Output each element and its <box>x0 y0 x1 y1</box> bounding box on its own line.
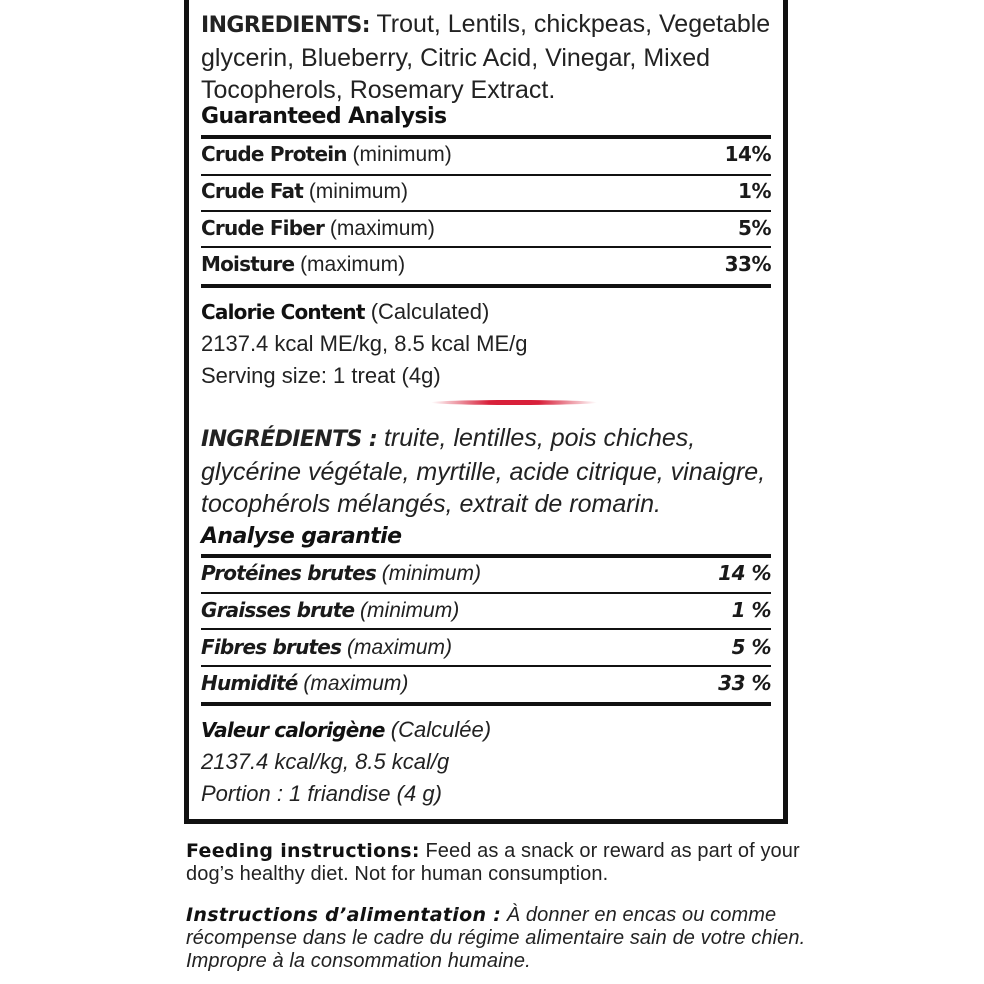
row-name: Protéines brutes <box>201 561 376 585</box>
red-divider <box>431 400 597 405</box>
row-divider <box>201 628 771 630</box>
nutrition-panel <box>184 0 788 824</box>
row-qualifier: (minimum) <box>302 180 408 203</box>
row-qualifier: (minimum) <box>375 562 481 585</box>
analysis-row-protein-fr <box>201 561 771 595</box>
row-name: Humidité <box>201 671 298 695</box>
feeding-fr-label: Instructions d’alimentation : <box>186 904 502 926</box>
row-qualifier: (maximum) <box>297 672 409 695</box>
row-qualifier: (minimum) <box>354 599 460 622</box>
row-divider <box>201 246 771 248</box>
calorie-qualifier: (Calculée) <box>384 717 492 742</box>
calorie-block-en <box>201 296 528 392</box>
analysis-row-fat-fr <box>201 598 771 632</box>
ingredients-en-label: INGREDIENTS: <box>201 13 370 38</box>
row-name: Fibres brutes <box>201 635 342 659</box>
row-value: 1% <box>738 179 771 203</box>
analysis-row-moisture-en <box>201 252 771 286</box>
row-value: 5 % <box>731 635 771 659</box>
row-divider <box>201 665 771 667</box>
calorie-values: 2137.4 kcal ME/kg, 8.5 kcal ME/g <box>201 331 528 356</box>
row-value: 1 % <box>731 598 771 622</box>
calorie-block-fr <box>201 714 491 810</box>
analysis-end-rule-en <box>201 284 771 288</box>
analysis-title-en: Guaranteed Analysis <box>201 104 447 129</box>
row-divider <box>201 592 771 594</box>
calorie-qualifier: (Calculated) <box>364 299 490 324</box>
row-value: 33 % <box>718 671 771 695</box>
row-name: Crude Fiber <box>201 216 325 240</box>
ingredients-en-text: Trout, Lentils, chickpeas, Vegetable glycerin, Blueberry, Citric Acid, Vinegar, Mixed Tocopherols, Rosemary Extract. <box>201 10 771 104</box>
row-name: Crude Fat <box>201 179 303 203</box>
ingredients-fr <box>201 422 781 520</box>
analysis-title-fr: Analyse garantie <box>201 524 402 549</box>
analysis-rule-fr <box>201 554 771 558</box>
feeding-en-label: Feeding instructions: <box>186 840 420 862</box>
analysis-row-fiber-en <box>201 216 771 250</box>
feeding-fr-text: À donner en encas ou comme récompense dans le cadre du régime alimentaire sain de votre chien. Impropre à la consommation humaine. <box>186 904 806 972</box>
feeding-instructions-fr <box>186 904 806 973</box>
analysis-row-moisture-fr <box>201 671 771 705</box>
ingredients-fr-label: INGRÉDIENTS : <box>201 427 378 452</box>
row-qualifier: (maximum) <box>294 253 406 276</box>
ingredients-fr-text: truite, lentilles, pois chiches, glycérine végétale, myrtille, acide citrique, vinaigre, tocophérols mélangés, extrait de romarin. <box>201 424 766 518</box>
row-name: Graisses brute <box>201 598 355 622</box>
analysis-row-protein-en <box>201 142 771 176</box>
row-value: 14% <box>724 142 771 166</box>
calorie-label: Calorie Content <box>201 300 365 324</box>
row-divider <box>201 210 771 212</box>
row-value: 14 % <box>718 561 771 585</box>
analysis-rule-en <box>201 135 771 139</box>
row-name: Moisture <box>201 252 295 276</box>
analysis-row-fiber-fr <box>201 635 771 669</box>
row-qualifier: (maximum) <box>341 636 453 659</box>
analysis-end-rule-fr <box>201 702 771 706</box>
calorie-label: Valeur calorigène <box>201 718 385 742</box>
row-name: Crude Protein <box>201 142 347 166</box>
row-value: 5% <box>738 216 771 240</box>
ingredients-en <box>201 8 781 106</box>
analysis-row-fat-en <box>201 179 771 213</box>
feeding-instructions-en <box>186 840 806 886</box>
serving-size: Serving size: 1 treat (4g) <box>201 363 441 388</box>
calorie-values: 2137.4 kcal/kg, 8.5 kcal/g <box>201 749 450 774</box>
serving-size: Portion : 1 friandise (4 g) <box>201 781 442 806</box>
row-divider <box>201 174 771 176</box>
row-qualifier: (maximum) <box>324 217 435 240</box>
row-qualifier: (minimum) <box>346 143 452 166</box>
feeding-en-text: Feed as a snack or reward as part of your dog’s healthy diet. Not for human consumption. <box>186 840 800 885</box>
row-value: 33% <box>724 252 771 276</box>
